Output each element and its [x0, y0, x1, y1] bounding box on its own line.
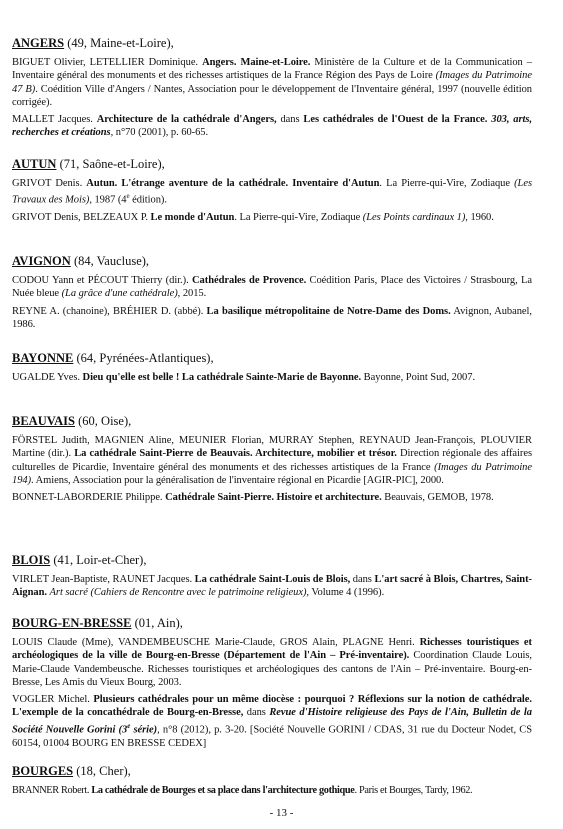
entry-text: Bayonne, Point Sud, 2007.: [361, 372, 476, 383]
entry-text: Ministère de la Culture et de la Communication – Inventaire général des monuments et des richesses artistiques de la France Région des Pays de Loire: [12, 57, 532, 82]
entry-series: (Les Travaux des Mois): [12, 178, 532, 206]
entry-authors: BIGUET Olivier, LETELLIER Dominique.: [12, 57, 203, 68]
section-beauvais: [12, 414, 532, 508]
entry-text: dans: [276, 114, 304, 126]
entry-journal: 303, arts, recherches et créations: [12, 114, 533, 139]
entry-authors: VIRLET Jean-Baptiste, RAUNET Jacques.: [12, 574, 195, 585]
entry-series: (Les Points cardinaux 1): [362, 212, 466, 224]
page-number: - 13 -: [269, 807, 294, 819]
entry-title: Richesses touristiques et archéologiques de la ville de Bourg-en-Bresse (Département de l'Ain – Pré-inventaire).: [12, 637, 532, 662]
region-label: (64, Pyrénées-Atlantiques),: [73, 351, 214, 365]
entry-superscript: e: [126, 192, 130, 201]
entry-text: Direction régionale des affaires culturelles de Picardie, Inventaire général des monuments et des richesses artistiques de la France: [12, 448, 532, 473]
entry-collection: Les cathédrales de l'Ouest de la France.: [303, 114, 488, 126]
entry-series: (La grâce d'une cathédrale): [61, 288, 178, 300]
section-heading: [12, 36, 532, 50]
bibliography-entry: [12, 56, 532, 109]
bibliography-entry: [12, 177, 532, 207]
region-label: (41, Loir-et-Cher),: [50, 553, 147, 567]
section-heading: [12, 157, 532, 171]
entry-text: , n°8 (2012), p. 3-20. [Société Nouvelle GORINI / CDAS, 31 rue du Docteur Nodet, CS 60154, 01004 BOURG EN BRESSE CEDEX]: [12, 724, 533, 749]
city-name: BOURGES: [12, 764, 74, 778]
section-angers: [12, 36, 532, 144]
section-heading: [12, 351, 532, 365]
entry-journal: Art sacré (Cahiers de Rencontre avec le patrimoine religieux): [49, 587, 307, 599]
entry-text: . Coédition Ville d'Angers / Nantes, Association pour le développement de l'Inventaire général, 1997 (nouvelle édition corrigée).: [12, 83, 532, 108]
city-name: BEAUVAIS: [12, 414, 75, 428]
section-bayonne: [12, 351, 532, 388]
section-avignon: [12, 254, 532, 335]
bibliography-entry: [12, 371, 532, 384]
bibliography-entry: [12, 113, 532, 140]
bibliography-entry: [12, 491, 532, 504]
bibliography-entry: [12, 693, 532, 750]
entry-text: , 2015.: [177, 288, 207, 300]
section-heading: [12, 616, 532, 630]
entry-authors: REYNE A. (chanoine), BRÉHIER D. (abbé).: [12, 305, 207, 317]
entry-authors: LOUIS Claude (Mme), VANDEMBEUSCHE Marie-Claude, GROS Alain, PLAGNE Henri.: [12, 637, 420, 648]
bibliography-entry: [12, 784, 532, 797]
region-label: (71, Saône-et-Loire),: [56, 157, 165, 171]
city-name: BLOIS: [12, 553, 51, 567]
entry-authors: CODOU Yann et PÉCOUT Thierry (dir.).: [12, 275, 193, 286]
entry-series: (Images du Patrimoine 194): [12, 461, 532, 486]
city-name: ANGERS: [12, 36, 65, 50]
entry-title: La basilique métropolitaine de Notre-Dame des Doms.: [206, 305, 451, 317]
entry-title: Cathédrales de Provence.: [192, 275, 307, 286]
entry-text: Coordination Claude Louis, Marie-Claude Vandembeusche. Richesses touristiques et archéologiques des cantons de l'Ain – Pré-inventaire. Bourg-en-Bresse, Les Amis du Vieux Bourg, 2003.: [12, 650, 532, 688]
entry-text: édition).: [129, 194, 167, 206]
entry-title: La cathédrale Saint-Pierre de Beauvais. Architecture, mobilier et trésor.: [74, 448, 397, 460]
entry-authors: MALLET Jacques.: [12, 114, 97, 126]
entry-title: Le monde d'Autun: [150, 212, 235, 224]
entry-authors: FÖRSTEL Judith, MAGNIEN Aline, MEUNIER Florian, MURRAY Stephen, REYNAUD Jean-François, PLOUVIER Martine (dir.).: [12, 435, 532, 460]
region-label: (49, Maine-et-Loire),: [64, 36, 174, 50]
section-autun: [12, 157, 532, 228]
entry-text: dans: [350, 574, 375, 585]
region-label: (01, Ain),: [131, 616, 183, 630]
entry-title: Plusieurs cathédrales pour un même diocèse : pourquoi ? Réflexions sur la notion de cathédrale. L'exemple de la concathédrale de Bourg-en-Bresse,: [12, 694, 532, 719]
entry-text: . La Pierre-qui-Vire, Zodiaque: [234, 212, 363, 224]
entry-text: , n°70 (2001), p. 60-65.: [110, 127, 209, 139]
entry-text: . La Pierre-qui-Vire, Zodiaque: [379, 178, 515, 189]
bibliography-entry: [12, 274, 532, 301]
entry-journal: série): [130, 724, 158, 736]
bibliography-entry: [12, 573, 532, 600]
city-name: BAYONNE: [12, 351, 74, 365]
section-bourg-en-bresse: [12, 616, 532, 754]
bibliography-entry: [12, 211, 532, 224]
section-heading: [12, 414, 532, 428]
entry-text: dans: [243, 707, 270, 719]
bibliography-entry: [12, 434, 532, 487]
entry-authors: BONNET-LABORDERIE Philippe.: [12, 492, 166, 504]
city-name: AUTUN: [12, 157, 57, 171]
entry-text: Beauvais, GEMOB, 1978.: [381, 492, 494, 504]
entry-authors: GRIVOT Denis, BELZEAUX P.: [12, 212, 151, 224]
bibliography-entry: [12, 305, 532, 332]
region-label: (84, Vaucluse),: [70, 254, 150, 268]
section-heading: [12, 764, 532, 778]
entry-text: . Paris et Bourges, Tardy, 1962.: [354, 785, 473, 796]
entry-text: , Volume 4 (1996).: [306, 587, 385, 599]
section-heading: [12, 553, 532, 567]
entry-text: Avignon, Aubanel, 1986.: [12, 305, 532, 330]
entry-title: Angers. Maine-et-Loire.: [202, 57, 311, 68]
entry-text: , 1987 (4: [89, 194, 127, 206]
entry-superscript: e: [127, 721, 131, 730]
entry-title: Cathédrale Saint-Pierre. Histoire et architecture.: [165, 492, 382, 504]
entry-title: La cathédrale Saint-Louis de Blois,: [194, 574, 351, 585]
entry-title: Dieu qu'elle est belle ! La cathédrale Sainte-Marie de Bayonne.: [82, 372, 362, 383]
entry-series: (Images du Patrimoine 47 B): [12, 70, 532, 95]
entry-authors: UGALDE Yves.: [12, 372, 83, 383]
entry-title: La cathédrale de Bourges et sa place dans l'architecture gothique: [91, 785, 355, 796]
section-heading: [12, 254, 532, 268]
region-label: (60, Oise),: [75, 414, 132, 428]
entry-collection: L'art sacré à Blois, Chartres, Saint-Aignan.: [12, 574, 532, 599]
entry-title: Architecture de la cathédrale d'Angers,: [96, 114, 277, 126]
entry-text: . Amiens, Association pour la généralisation de l'inventaire régional en Picardie [AGIR-PIC], 2000.: [31, 474, 444, 486]
entry-title: Autun. L'étrange aventure de la cathédrale. Inventaire d'Autun: [86, 178, 380, 189]
section-bourges: [12, 764, 532, 801]
section-blois: [12, 553, 532, 604]
region-label: (18, Cher),: [73, 764, 131, 778]
entry-journal: Revue d'Histoire religieuse des Pays de l'Ain, Bulletin de la Société Nouvelle Gorini (3: [12, 707, 532, 736]
city-name: AVIGNON: [12, 254, 71, 268]
entry-authors: BRANNER Robert.: [12, 785, 92, 796]
entry-authors: VOGLER Michel.: [12, 694, 94, 706]
city-name: BOURG-EN-BRESSE: [12, 616, 132, 630]
entry-text: Coédition Paris, Place des Victoires / Strasbourg, La Nuée bleue: [12, 275, 533, 300]
bibliography-entry: [12, 636, 532, 689]
entry-authors: GRIVOT Denis.: [12, 178, 87, 189]
entry-text: , 1960.: [465, 212, 494, 224]
